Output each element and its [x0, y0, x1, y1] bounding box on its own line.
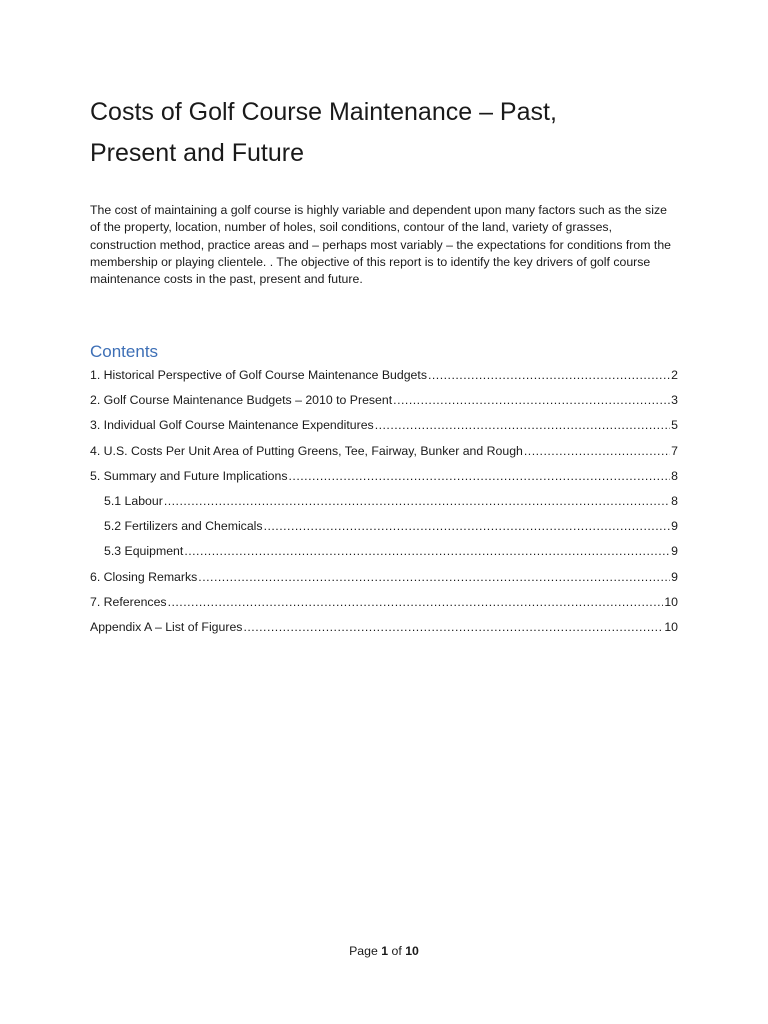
- toc-entry-label: 7. References: [90, 594, 167, 609]
- toc-entry[interactable]: [90, 442, 678, 467]
- toc-dot-leader: [393, 391, 670, 409]
- toc-dot-leader: [264, 517, 671, 535]
- toc-entry-label: 1. Historical Perspective of Golf Course Maintenance Budgets: [90, 368, 427, 382]
- toc-dot-leader: [524, 442, 670, 460]
- toc-entry-label: 2. Golf Course Maintenance Budgets – 2010 to Present: [90, 393, 393, 408]
- document-title: [90, 92, 680, 174]
- page-footer: [0, 942, 768, 960]
- toc-dot-leader: [375, 416, 670, 434]
- toc-entry[interactable]: [90, 366, 678, 391]
- toc-entry-page-number: 7: [671, 443, 678, 458]
- toc-entry-page-number: 8: [671, 468, 678, 483]
- toc-entry-page-number: 3: [671, 393, 678, 408]
- toc-dot-leader: [289, 467, 671, 485]
- toc-entry[interactable]: [90, 517, 678, 542]
- toc-entry-page-number: 10: [664, 619, 678, 634]
- toc-entry[interactable]: [90, 416, 678, 441]
- toc-dot-leader: [168, 593, 664, 611]
- toc-entry[interactable]: [90, 568, 678, 593]
- toc-dot-leader: [198, 568, 670, 586]
- table-of-contents: [90, 366, 678, 643]
- toc-entry-label: Appendix A – List of Figures: [90, 619, 243, 634]
- toc-dot-leader: [428, 366, 670, 384]
- footer-total-pages: 10: [405, 944, 419, 958]
- toc-entry-label: 5. Summary and Future Implications: [90, 468, 288, 483]
- toc-entry[interactable]: [90, 391, 678, 416]
- toc-entry[interactable]: [90, 618, 678, 643]
- toc-entry-label: 5.1 Labour: [104, 493, 163, 508]
- footer-current-page: 1: [381, 944, 389, 958]
- toc-entry-label: 3. Individual Golf Course Maintenance Expenditures: [90, 418, 374, 433]
- toc-entry-label: 4. U.S. Costs Per Unit Area of Putting Greens, Tee, Fairway, Bunker and Rough: [90, 443, 523, 458]
- toc-entry-page-number: 8: [671, 493, 678, 508]
- toc-entry-page-number: 9: [671, 569, 678, 584]
- toc-entry[interactable]: [90, 492, 678, 517]
- toc-entry[interactable]: [90, 542, 678, 567]
- intro-paragraph: The cost of maintaining a golf course is highly variable and dependent upon many factors such as the size of the property, location, number of holes, soil conditions, contour of the land, variety of grasses, construction method, practice areas and – perhaps most variably – the expectations for conditions from the membership or playing clientele. . The objective of this report is to identify the key drivers of golf course maintenance costs in the past, present and future.: [90, 203, 671, 287]
- toc-entry-page-number: 10: [664, 594, 678, 609]
- toc-entry-label: 5.3 Equipment: [104, 544, 184, 559]
- toc-entry-page-number: 5: [671, 418, 678, 433]
- footer-of: of: [391, 944, 402, 958]
- toc-entry[interactable]: [90, 467, 678, 492]
- toc-entry-page-number: 2: [671, 368, 678, 382]
- toc-entry-label: 5.2 Fertilizers and Chemicals: [104, 519, 263, 534]
- toc-entry-label: 6. Closing Remarks: [90, 569, 198, 584]
- toc-entry[interactable]: [90, 593, 678, 618]
- footer-page-prefix: Page: [349, 944, 378, 958]
- toc-dot-leader: [184, 542, 670, 560]
- title-line-2: Present and Future: [90, 139, 305, 167]
- toc-entry-page-number: 9: [671, 544, 678, 559]
- title-line-1: Costs of Golf Course Maintenance – Past,: [90, 98, 557, 126]
- toc-dot-leader: [243, 618, 663, 636]
- contents-heading: Contents: [90, 342, 159, 361]
- toc-dot-leader: [164, 492, 670, 510]
- toc-entry-page-number: 9: [671, 519, 678, 534]
